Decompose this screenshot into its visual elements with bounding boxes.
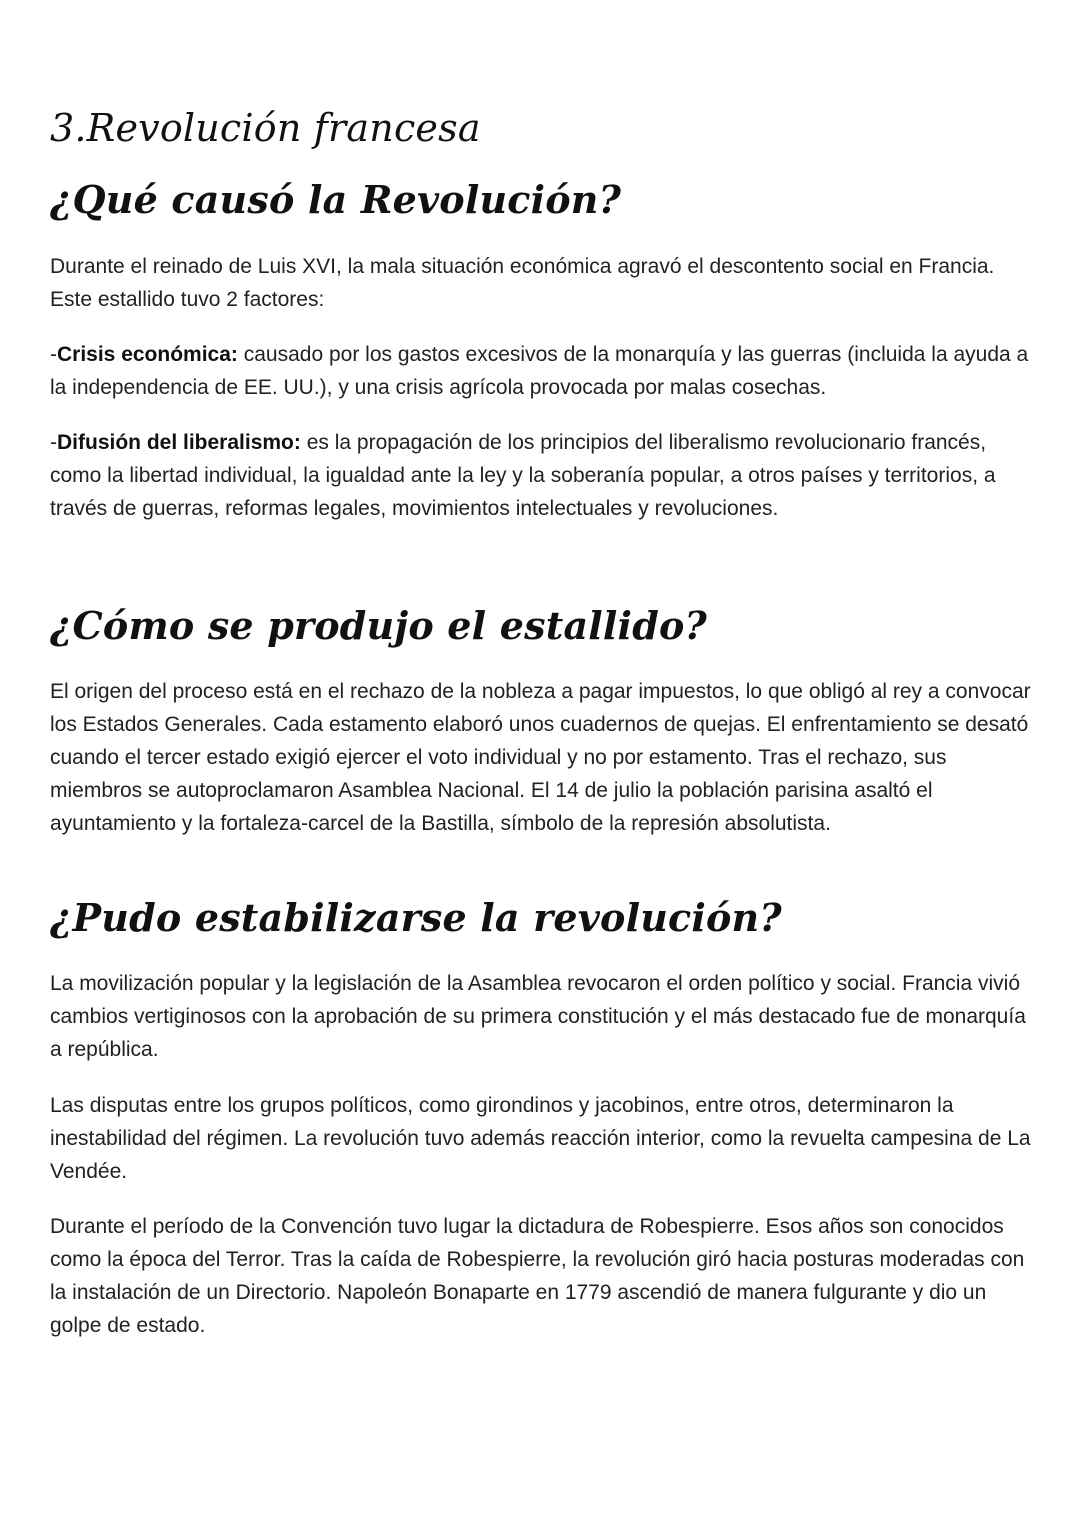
paragraph-intro: Durante el reinado de Luis XVI, la mala situación económica agravó el descontento social en Francia. Este estallido tuvo 2 factores: <box>50 255 995 311</box>
paragraph-popular-mobilization: La movilización popular y la legislación de la Asamblea revocaron el orden político y social. Francia vivió cambios vertiginosos con la aprobación de su primera constitución y el más destacado fue de monarquía a república. <box>50 972 1026 1061</box>
section-heading-stabilize: ¿Pudo estabilizarse la revolución? <box>50 895 782 940</box>
term-liberalism: Difusión del liberalismo: <box>57 431 301 454</box>
paragraph-liberalism <box>50 426 1040 525</box>
paragraph-economic-crisis <box>50 338 1040 404</box>
section-heading-causes: ¿Qué causó la Revolución? <box>50 177 622 222</box>
economic-crisis-text: causado por los gastos excesivos de la monarquía y las guerras (incluida la ayuda a la independencia de EE. UU.), y una crisis agrícola provocada por malas cosechas. <box>50 343 1029 399</box>
term-economic-crisis: Crisis económica: <box>57 343 238 366</box>
liberalism-text: es la propagación de los principios del liberalismo revolucionario francés, como la libertad individual, la igualdad ante la ley y la soberanía popular, a otros países y territorios, a través de guerras, reformas legales, movimientos intelectuales y revoluciones. <box>50 431 996 520</box>
paragraph-terror-napoleon: Durante el período de la Convención tuvo lugar la dictadura de Robespierre. Esos años son conocidos como la época del Terror. Tras la caída de Robespierre, la revolución giró hacia posturas moderadas con la instalación de un Directorio. Napoleón Bonaparte en 1779 ascendió de manera fulgurante y dio un golpe de estado. <box>50 1215 1025 1337</box>
list-dash: - <box>50 343 57 366</box>
paragraph-outbreak: El origen del proceso está en el rechazo de la nobleza a pagar impuestos, lo que obligó al rey a convocar los Estados Generales. Cada estamento elaboró unos cuadernos de quejas. El enfrentamiento se desató cuando el tercer estado exigió ejercer el voto individual y no por estamento. Tras el rechazo, sus miembros se autoproclamaron Asamblea Nacional. El 14 de julio la población parisina asaltó el ayuntamiento y la fortaleza-carcel de la Bastilla, símbolo de la represión absolutista. <box>50 680 1031 835</box>
document-title: 3.Revolución francesa <box>50 106 481 150</box>
section-heading-outbreak: ¿Cómo se produjo el estallido? <box>50 603 707 648</box>
list-dash: - <box>50 431 57 454</box>
paragraph-political-disputes: Las disputas entre los grupos políticos, como girondinos y jacobinos, entre otros, determinaron la inestabilidad del régimen. La revolución tuvo además reacción interior, como la revuelta campesina de La Vendée. <box>50 1094 1031 1183</box>
